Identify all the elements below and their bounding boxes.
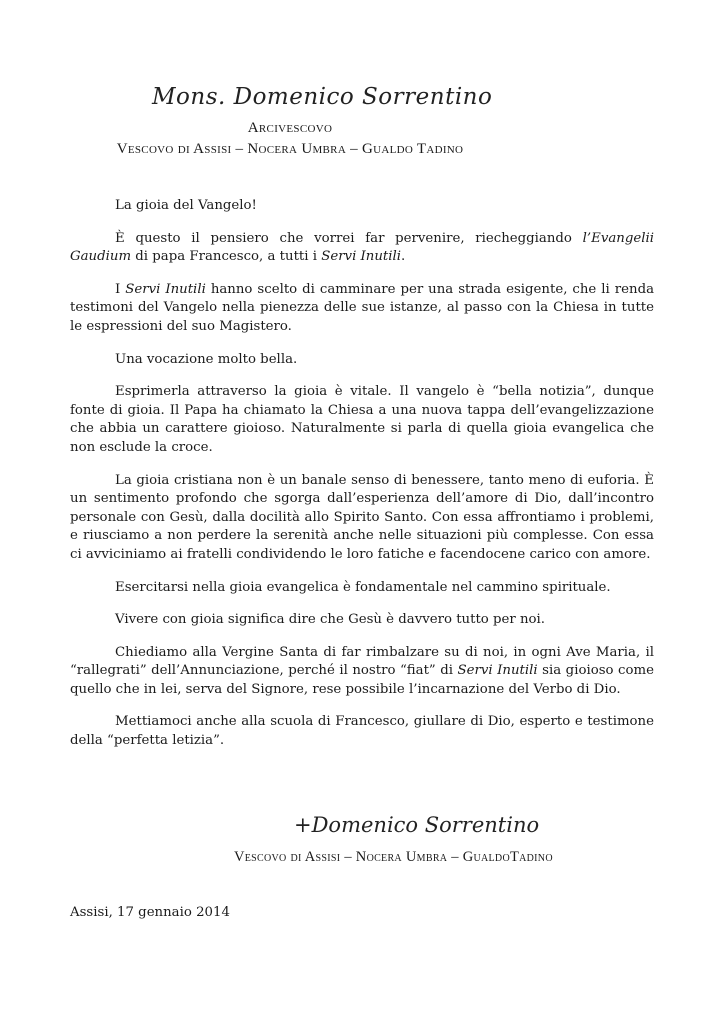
paragraph-1-emphasis-servi: Servi Inutili [321,249,402,265]
place-date: Assisi, 17 gennaio 2014 [70,905,230,920]
greeting: La gioia del Vangelo! [115,198,257,213]
paragraph-2-emphasis-servi: Servi Inutili [125,281,206,297]
paragraph-2-text-c: hanno scelto di camminare per una strada esigente, che li renda testimoni del Vangelo nella pienezza delle sue istanze, al passo con la Chiesa in tutte le espressioni del suo Magistero. [70,281,655,334]
paragraph-8-emphasis-servi: Servi Inutili [457,663,538,679]
paragraph-7: Vivere con gioia significa dire che Gesù è davvero tutto per noi. [115,612,546,628]
letterhead-diocese: Vescovo di Assisi – Nocera Umbra – Gualdo Tadino [116,141,464,157]
paragraph-3: Una vocazione molto bella. [115,351,298,367]
paragraph-6: Esercitarsi nella gioia evangelica è fondamentale nel cammino spirituale. [115,579,611,595]
paragraph-9: Mettiamoci anche alla scuola di Francesco, giullare di Dio, esperto e testimone della “perfetta letizia”. [70,714,654,749]
letter-body [70,197,654,765]
paragraph-1-emphasis-evangelii: l’Evangelii Gaudium [70,230,654,265]
paragraph-8-text-a: Chiediamo alla Vergine Santa di far rimbalzare su di noi, in ogni Ave Maria, il “rallegrati” dell’Annunciazione, perché il nostro “fiat” di [70,644,654,679]
signature-diocese: Vescovo di Assisi – Nocera Umbra – GualdoTadino [234,849,553,865]
paragraph-8 [70,644,654,700]
letterhead-name: Mons. Domenico Sorrentino [152,84,493,110]
paragraph-2 [70,281,654,337]
paragraph-1-text-a: È questo il pensiero che vorrei far pervenire, riecheggiando [115,230,583,246]
paragraph-5: La gioia cristiana non è un banale senso di benessere, tanto meno di euforia. È un sentimento profondo che sgorga dall’esperienza dell’amore di Dio, dall’incontro personale con Gesù, dalla docilità allo Spirito Santo. Con essa affrontiamo i problemi, e riusciamo a non perdere la serenità anche nelle situazioni più complesse. Con essa ci avviciniamo ai fratelli condividendo le loro fatiche e facendocene carico con amore. [70,472,654,562]
letterhead-title: Arcivescovo [247,120,333,136]
paragraph-1-text-c: di papa Francesco, a tutti i [131,249,322,265]
paragraph-8-text-c: sia gioioso come quello che in lei, serva del Signore, rese possibile l’incarnazione del Verbo di Dio. [70,663,654,697]
paragraph-2-text-a: I [115,281,126,297]
paragraph-1-text-e: . [401,249,406,265]
paragraph-1 [70,230,654,267]
signature: +Domenico Sorrentino [294,813,540,837]
paragraph-4: Esprimerla attraverso la gioia è vitale. Il vangelo è “bella notizia”, dunque fonte di gioia. Il Papa ha chiamato la Chiesa a una nuova tappa dell’evangelizzazione che abbia un carattere gioioso. Naturalmente si parla di quella gioia evangelica che non esclude la croce. [70,384,654,455]
